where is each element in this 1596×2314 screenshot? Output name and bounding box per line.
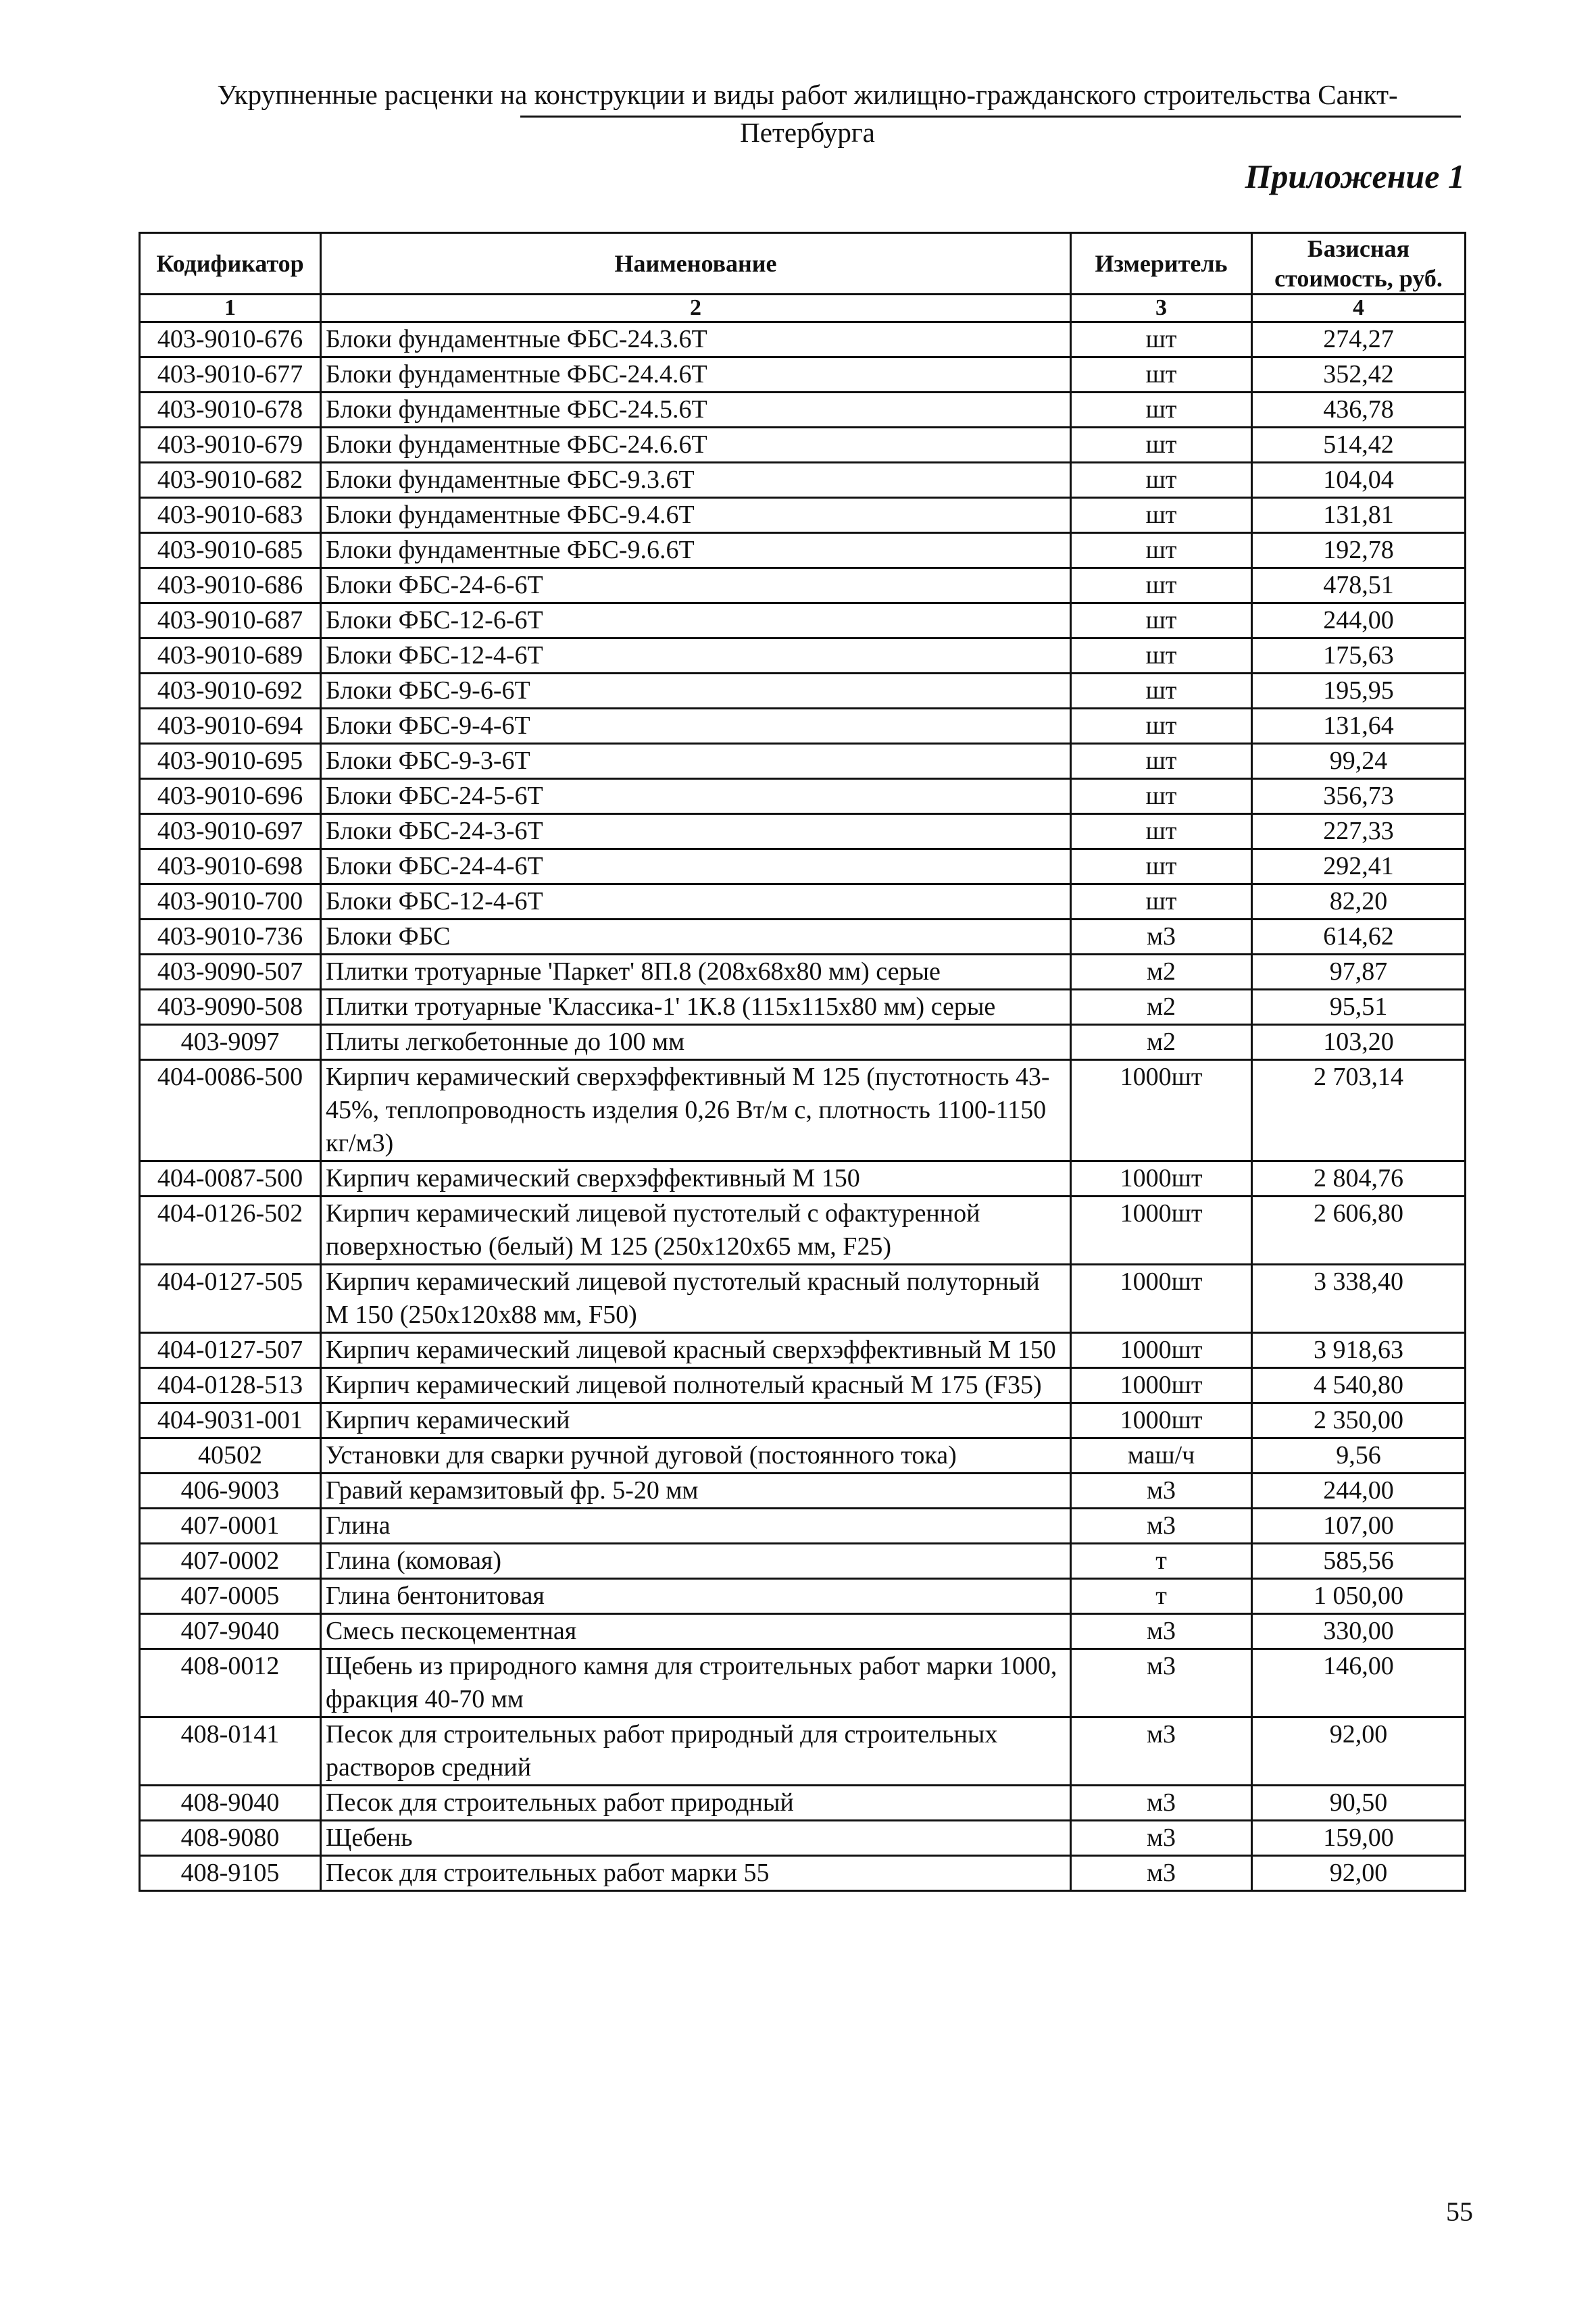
cell-name: Блоки ФБС-12-6-6Т	[321, 603, 1071, 638]
cell-name: Кирпич керамический лицевой полнотелый красный М 175 (F35)	[321, 1368, 1071, 1403]
cell-price: 95,51	[1252, 990, 1466, 1025]
cell-unit: шт	[1071, 322, 1252, 357]
cell-unit: т	[1071, 1544, 1252, 1579]
cell-price: 175,63	[1252, 638, 1466, 674]
table-row	[140, 1403, 1466, 1438]
cell-code: 403-9010-677	[140, 357, 321, 393]
cell-price: 2 606,80	[1252, 1197, 1466, 1265]
cell-name: Блоки ФБС-9-4-6Т	[321, 709, 1071, 744]
cell-code: 403-9097	[140, 1025, 321, 1060]
cell-code: 403-9010-692	[140, 674, 321, 709]
cell-unit: шт	[1071, 638, 1252, 674]
cell-code: 403-9090-507	[140, 955, 321, 990]
column-header-name: Наименование	[321, 233, 1071, 295]
cell-code: 404-9031-001	[140, 1403, 321, 1438]
cell-unit: м3	[1071, 1614, 1252, 1649]
cell-unit: м3	[1071, 1786, 1252, 1821]
column-number: 3	[1071, 295, 1252, 322]
cell-name: Плитки тротуарные 'Классика-1' 1К.8 (115x115x80 мм) серые	[321, 990, 1071, 1025]
cell-price: 107,00	[1252, 1509, 1466, 1544]
table-row	[140, 955, 1466, 990]
column-number-row	[140, 295, 1466, 322]
table-row	[140, 1333, 1466, 1368]
cell-price: 131,81	[1252, 498, 1466, 533]
table-row	[140, 674, 1466, 709]
cell-code: 403-9010-736	[140, 920, 321, 955]
cell-code: 406-9003	[140, 1474, 321, 1509]
cell-unit: 1000шт	[1071, 1333, 1252, 1368]
cell-name: Блоки ФБС-12-4-6Т	[321, 638, 1071, 674]
cell-price: 82,20	[1252, 884, 1466, 920]
cell-price: 97,87	[1252, 955, 1466, 990]
cell-code: 408-0012	[140, 1649, 321, 1717]
table-row	[140, 1368, 1466, 1403]
table-row	[140, 1161, 1466, 1197]
column-number: 2	[321, 295, 1071, 322]
cell-code: 404-0127-507	[140, 1333, 321, 1368]
cell-price: 92,00	[1252, 1717, 1466, 1786]
cell-name: Кирпич керамический лицевой пустотелый с офактуренной поверхностью (белый) М 125 (250x120x65 мм, F25)	[321, 1197, 1071, 1265]
table-row	[140, 638, 1466, 674]
cell-code: 403-9010-683	[140, 498, 321, 533]
cell-price: 146,00	[1252, 1649, 1466, 1717]
table-row	[140, 1265, 1466, 1333]
cell-code: 403-9010-682	[140, 463, 321, 498]
cell-name: Глина	[321, 1509, 1071, 1544]
cell-name: Блоки ФБС-24-5-6Т	[321, 779, 1071, 814]
table-row	[140, 568, 1466, 603]
cell-code: 404-0087-500	[140, 1161, 321, 1197]
table-row	[140, 1786, 1466, 1821]
cell-price: 244,00	[1252, 1474, 1466, 1509]
column-number: 1	[140, 295, 321, 322]
cell-price: 3 338,40	[1252, 1265, 1466, 1333]
table-row	[140, 533, 1466, 568]
cell-unit: 1000шт	[1071, 1161, 1252, 1197]
cell-price: 104,04	[1252, 463, 1466, 498]
cell-name: Кирпич керамический сверхэффективный М 150	[321, 1161, 1071, 1197]
cell-code: 408-9105	[140, 1856, 321, 1891]
cell-name: Блоки фундаментные ФБС-24.3.6Т	[321, 322, 1071, 357]
table-row	[140, 744, 1466, 779]
cell-code: 407-0005	[140, 1579, 321, 1614]
cell-code: 403-9010-685	[140, 533, 321, 568]
cell-name: Блоки ФБС-9-3-6Т	[321, 744, 1071, 779]
table-row	[140, 1544, 1466, 1579]
cell-price: 227,33	[1252, 814, 1466, 849]
cell-name: Кирпич керамический	[321, 1403, 1071, 1438]
cell-name: Песок для строительных работ природный	[321, 1786, 1071, 1821]
cell-name: Блоки ФБС-9-6-6Т	[321, 674, 1071, 709]
column-header-price: Базисная стоимость, руб.	[1252, 233, 1466, 295]
table-row	[140, 1060, 1466, 1161]
table-row	[140, 1856, 1466, 1891]
cell-unit: шт	[1071, 779, 1252, 814]
cell-name: Блоки фундаментные ФБС-24.6.6Т	[321, 428, 1071, 463]
cell-name: Щебень	[321, 1821, 1071, 1856]
cell-name: Плиты легкобетонные до 100 мм	[321, 1025, 1071, 1060]
cell-name: Установки для сварки ручной дуговой (постоянного тока)	[321, 1438, 1071, 1474]
table-row	[140, 709, 1466, 744]
table-row	[140, 1438, 1466, 1474]
table-body	[140, 322, 1466, 1891]
cell-unit: маш/ч	[1071, 1438, 1252, 1474]
table-row	[140, 1509, 1466, 1544]
cell-price: 4 540,80	[1252, 1368, 1466, 1403]
cell-price: 92,00	[1252, 1856, 1466, 1891]
cell-code: 403-9010-689	[140, 638, 321, 674]
cell-price: 436,78	[1252, 393, 1466, 428]
cell-name: Блоки фундаментные ФБС-24.5.6Т	[321, 393, 1071, 428]
cell-unit: 1000шт	[1071, 1403, 1252, 1438]
cell-price: 356,73	[1252, 779, 1466, 814]
cell-price: 195,95	[1252, 674, 1466, 709]
cell-name: Кирпич керамический сверхэффективный М 125 (пустотность 43-45%, теплопроводность изделия 0,26 Вт/м с, плотность 1100-1150 кг/м3)	[321, 1060, 1071, 1161]
cell-name: Блоки ФБС-24-3-6Т	[321, 814, 1071, 849]
table-row	[140, 814, 1466, 849]
column-number: 4	[1252, 295, 1466, 322]
cell-unit: шт	[1071, 428, 1252, 463]
cell-price: 585,56	[1252, 1544, 1466, 1579]
cell-unit: 1000шт	[1071, 1265, 1252, 1333]
cell-code: 403-9010-697	[140, 814, 321, 849]
cell-name: Глина (комовая)	[321, 1544, 1071, 1579]
cell-unit: шт	[1071, 674, 1252, 709]
cell-price: 1 050,00	[1252, 1579, 1466, 1614]
cell-code: 403-9010-676	[140, 322, 321, 357]
cell-price: 292,41	[1252, 849, 1466, 884]
document-header: Укрупненные расценки на конструкции и виды работ жилищно-гражданского строительства Санкт-Петербурга	[217, 79, 1398, 148]
cell-name: Блоки фундаментные ФБС-24.4.6Т	[321, 357, 1071, 393]
cell-code: 404-0086-500	[140, 1060, 321, 1161]
cell-price: 514,42	[1252, 428, 1466, 463]
cell-price: 2 703,14	[1252, 1060, 1466, 1161]
cell-code: 404-0126-502	[140, 1197, 321, 1265]
cell-price: 2 804,76	[1252, 1161, 1466, 1197]
table-row	[140, 1025, 1466, 1060]
table-row	[140, 1579, 1466, 1614]
cell-unit: шт	[1071, 533, 1252, 568]
cell-code: 407-0002	[140, 1544, 321, 1579]
table-row	[140, 463, 1466, 498]
cell-unit: м3	[1071, 1717, 1252, 1786]
cell-unit: м3	[1071, 1821, 1252, 1856]
header-divider	[520, 116, 1461, 118]
cell-name: Блоки фундаментные ФБС-9.3.6Т	[321, 463, 1071, 498]
cell-unit: м2	[1071, 990, 1252, 1025]
cell-price: 352,42	[1252, 357, 1466, 393]
cell-code: 408-9080	[140, 1821, 321, 1856]
cell-price: 330,00	[1252, 1614, 1466, 1649]
cell-price: 103,20	[1252, 1025, 1466, 1060]
cell-price: 90,50	[1252, 1786, 1466, 1821]
cell-name: Щебень из природного камня для строительных работ марки 1000, фракция 40-70 мм	[321, 1649, 1071, 1717]
cell-code: 403-9010-698	[140, 849, 321, 884]
cell-unit: м3	[1071, 920, 1252, 955]
cell-name: Блоки фундаментные ФБС-9.6.6Т	[321, 533, 1071, 568]
cell-name: Смесь пескоцементная	[321, 1614, 1071, 1649]
cell-unit: м3	[1071, 1649, 1252, 1717]
table-row	[140, 393, 1466, 428]
cell-code: 403-9010-679	[140, 428, 321, 463]
column-header-unit: Измеритель	[1071, 233, 1252, 295]
cell-price: 192,78	[1252, 533, 1466, 568]
cell-unit: м3	[1071, 1474, 1252, 1509]
cell-unit: шт	[1071, 568, 1252, 603]
table-row	[140, 1614, 1466, 1649]
cell-name: Плитки тротуарные 'Паркет' 8П.8 (208x68x80 мм) серые	[321, 955, 1071, 990]
cell-name: Гравий керамзитовый фр. 5-20 мм	[321, 1474, 1071, 1509]
cell-code: 403-9010-678	[140, 393, 321, 428]
cell-code: 407-9040	[140, 1614, 321, 1649]
cell-unit: м2	[1071, 955, 1252, 990]
cell-price: 2 350,00	[1252, 1403, 1466, 1438]
table-row	[140, 779, 1466, 814]
cell-code: 404-0128-513	[140, 1368, 321, 1403]
cell-unit: шт	[1071, 603, 1252, 638]
cell-code: 404-0127-505	[140, 1265, 321, 1333]
price-table	[139, 232, 1466, 1892]
cell-unit: м3	[1071, 1856, 1252, 1891]
cell-unit: шт	[1071, 709, 1252, 744]
cell-unit: шт	[1071, 498, 1252, 533]
cell-price: 614,62	[1252, 920, 1466, 955]
cell-price: 478,51	[1252, 568, 1466, 603]
cell-name: Блоки ФБС-24-6-6Т	[321, 568, 1071, 603]
cell-code: 408-0141	[140, 1717, 321, 1786]
table-row	[140, 920, 1466, 955]
cell-unit: шт	[1071, 744, 1252, 779]
column-header-code: Кодификатор	[140, 233, 321, 295]
cell-code: 403-9010-696	[140, 779, 321, 814]
cell-unit: м3	[1071, 1509, 1252, 1544]
page-number: 55	[1446, 2196, 1473, 2227]
table-row	[140, 1474, 1466, 1509]
table-row	[140, 603, 1466, 638]
cell-code: 403-9010-700	[140, 884, 321, 920]
table-row	[140, 428, 1466, 463]
cell-name: Глина бентонитовая	[321, 1579, 1071, 1614]
cell-unit: 1000шт	[1071, 1060, 1252, 1161]
cell-name: Блоки ФБС-12-4-6Т	[321, 884, 1071, 920]
cell-code: 403-9010-687	[140, 603, 321, 638]
cell-code: 403-9010-695	[140, 744, 321, 779]
cell-price: 244,00	[1252, 603, 1466, 638]
cell-name: Кирпич керамический лицевой пустотелый красный полуторный М 150 (250x120x88 мм, F50)	[321, 1265, 1071, 1333]
appendix-label: Приложение 1	[1245, 157, 1465, 195]
cell-price: 274,27	[1252, 322, 1466, 357]
cell-price: 3 918,63	[1252, 1333, 1466, 1368]
cell-code: 40502	[140, 1438, 321, 1474]
cell-name: Блоки ФБС	[321, 920, 1071, 955]
table-row	[140, 1821, 1466, 1856]
cell-unit: шт	[1071, 357, 1252, 393]
table-row	[140, 357, 1466, 393]
cell-name: Кирпич керамический лицевой красный сверхэффективный М 150	[321, 1333, 1071, 1368]
cell-unit: м2	[1071, 1025, 1252, 1060]
table-row	[140, 498, 1466, 533]
cell-unit: 1000шт	[1071, 1197, 1252, 1265]
table-row	[140, 990, 1466, 1025]
cell-unit: шт	[1071, 393, 1252, 428]
table-header-row	[140, 233, 1466, 295]
cell-code: 403-9090-508	[140, 990, 321, 1025]
cell-name: Блоки ФБС-24-4-6Т	[321, 849, 1071, 884]
cell-name: Песок для строительных работ марки 55	[321, 1856, 1071, 1891]
cell-price: 159,00	[1252, 1821, 1466, 1856]
cell-unit: шт	[1071, 463, 1252, 498]
cell-unit: шт	[1071, 814, 1252, 849]
table-row	[140, 1717, 1466, 1786]
table-row	[140, 849, 1466, 884]
cell-code: 403-9010-686	[140, 568, 321, 603]
cell-unit: т	[1071, 1579, 1252, 1614]
table-row	[140, 1197, 1466, 1265]
cell-code: 407-0001	[140, 1509, 321, 1544]
cell-price: 131,64	[1252, 709, 1466, 744]
table-row	[140, 322, 1466, 357]
cell-unit: 1000шт	[1071, 1368, 1252, 1403]
cell-unit: шт	[1071, 884, 1252, 920]
cell-name: Песок для строительных работ природный для строительных растворов средний	[321, 1717, 1071, 1786]
cell-code: 403-9010-694	[140, 709, 321, 744]
cell-unit: шт	[1071, 849, 1252, 884]
cell-code: 408-9040	[140, 1786, 321, 1821]
table-row	[140, 884, 1466, 920]
cell-price: 9,56	[1252, 1438, 1466, 1474]
cell-name: Блоки фундаментные ФБС-9.4.6Т	[321, 498, 1071, 533]
table-row	[140, 1649, 1466, 1717]
cell-price: 99,24	[1252, 744, 1466, 779]
